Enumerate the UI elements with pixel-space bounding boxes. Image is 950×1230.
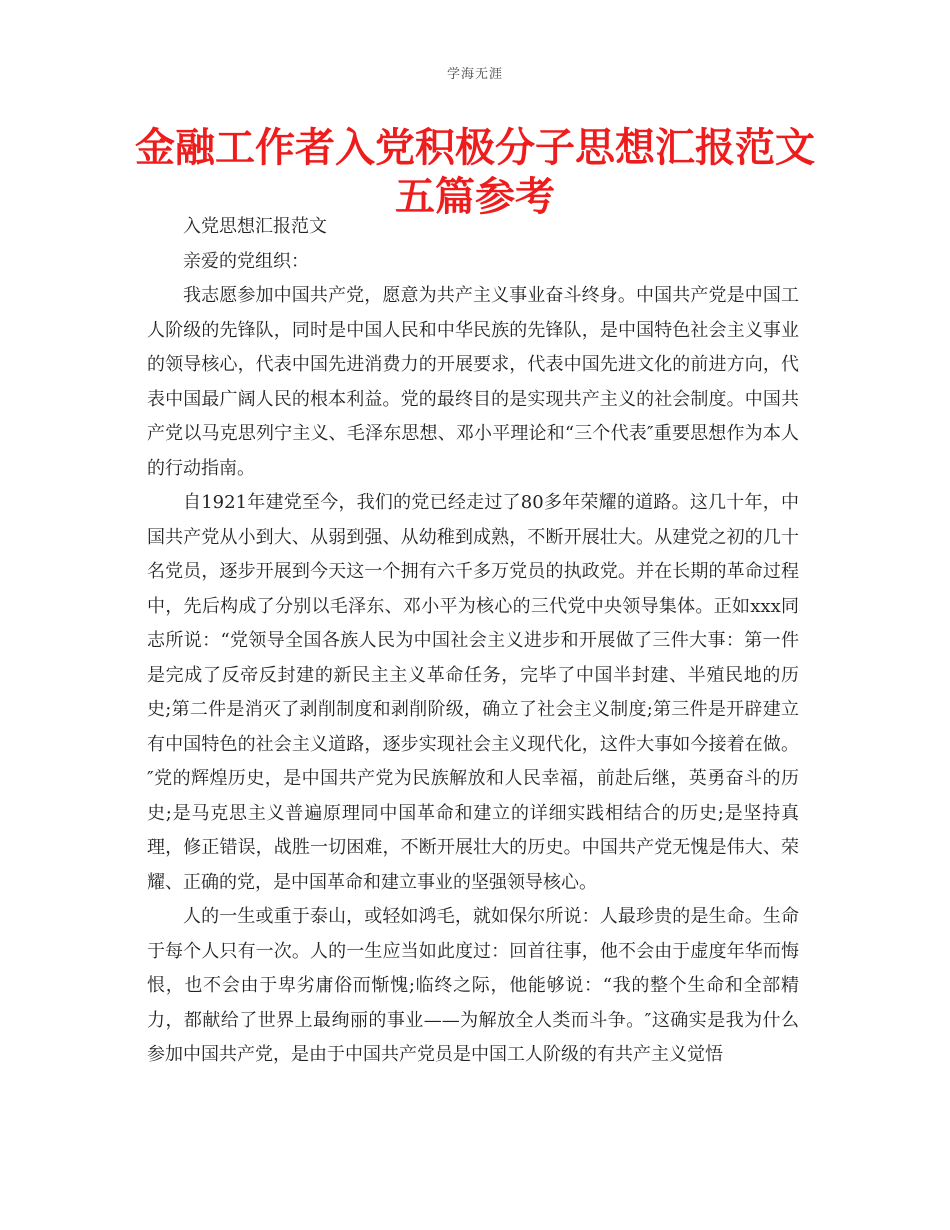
salutation: 亲爱的党组织： <box>183 250 309 272</box>
document-title: 金融工作者入党积极分子思想汇报范文五篇参考 <box>135 125 815 220</box>
body-paragraph: 人的一生或重于泰山，或轻如鸿毛，就如保尔所说：人最珍贵的是生命。生命于每个人只有一次。人的一生应当如此度过：回首往事，他不会由于虚度年华而悔恨，也不会由于卑劣庸俗而惭愧;临终之际，他能够说：“我的整个生命和全部精力，都献给了世界上最绚丽的事业——为解放全人类而斗争。″这确实是我为什么参加中国共产党，是由于中国共产党员是中国工人阶级的有共产主义觉悟 <box>147 906 799 1065</box>
page-header: 学海无涯 <box>446 67 503 82</box>
body-paragraph: 自1921年建党至今，我们的党已经走过了80多年荣耀的道路。这几十年，中国共产党从小到大、从弱到强、从幼稚到成熟，不断开展壮大。从建党之初的几十名党员，逐步开展到今天这一个拥有六千多万党员的执政党。并在长期的革命过程中，先后构成了分别以毛泽东、邓小平为核心的三代党中央领导集体。正如xxx同志所说：“党领导全国各族人民为中国社会主义进步和开展做了三件大事：第一件是完成了反帝反封建的新民主主义革命任务，完毕了中国半封建、半殖民地的历史;第二件是消灭了剥削制度和剥削阶级，确立了社会主义制度;第三件是开辟建立有中国特色的社会主义道路，逐步实现社会主义现代化，这件大事如今接着在做。″党的辉煌历史，是中国共产党为民族解放和人民幸福，前赴后继，英勇奋斗的历史;是马克思主义普遍原理同中国革命和建立的详细实践相结合的历史;是坚持真理，修正错误，战胜一切困难，不断开展壮大的历史。中国共产党无愧是伟大、荣耀、正确的党，是中国革命和建立事业的坚强领导核心。 <box>147 492 799 893</box>
document-body <box>147 210 799 1073</box>
section-heading: 入党思想汇报范文 <box>183 216 327 237</box>
body-paragraph: 我志愿参加中国共产党，愿意为共产主义事业奋斗终身。中国共产党是中国工人阶级的先锋队，同时是中国人民和中华民族的先锋队，是中国特色社会主义事业的领导核心，代表中国先进消费力的开展要求，代表中国先进文化的前进方向，代表中国最广阔人民的根本利益。党的最终目的是实现共产主义的社会制度。中国共产党以马克思列宁主义、毛泽东思想、邓小平理论和“三个代表″重要思想作为本人的行动指南。 <box>147 285 799 479</box>
